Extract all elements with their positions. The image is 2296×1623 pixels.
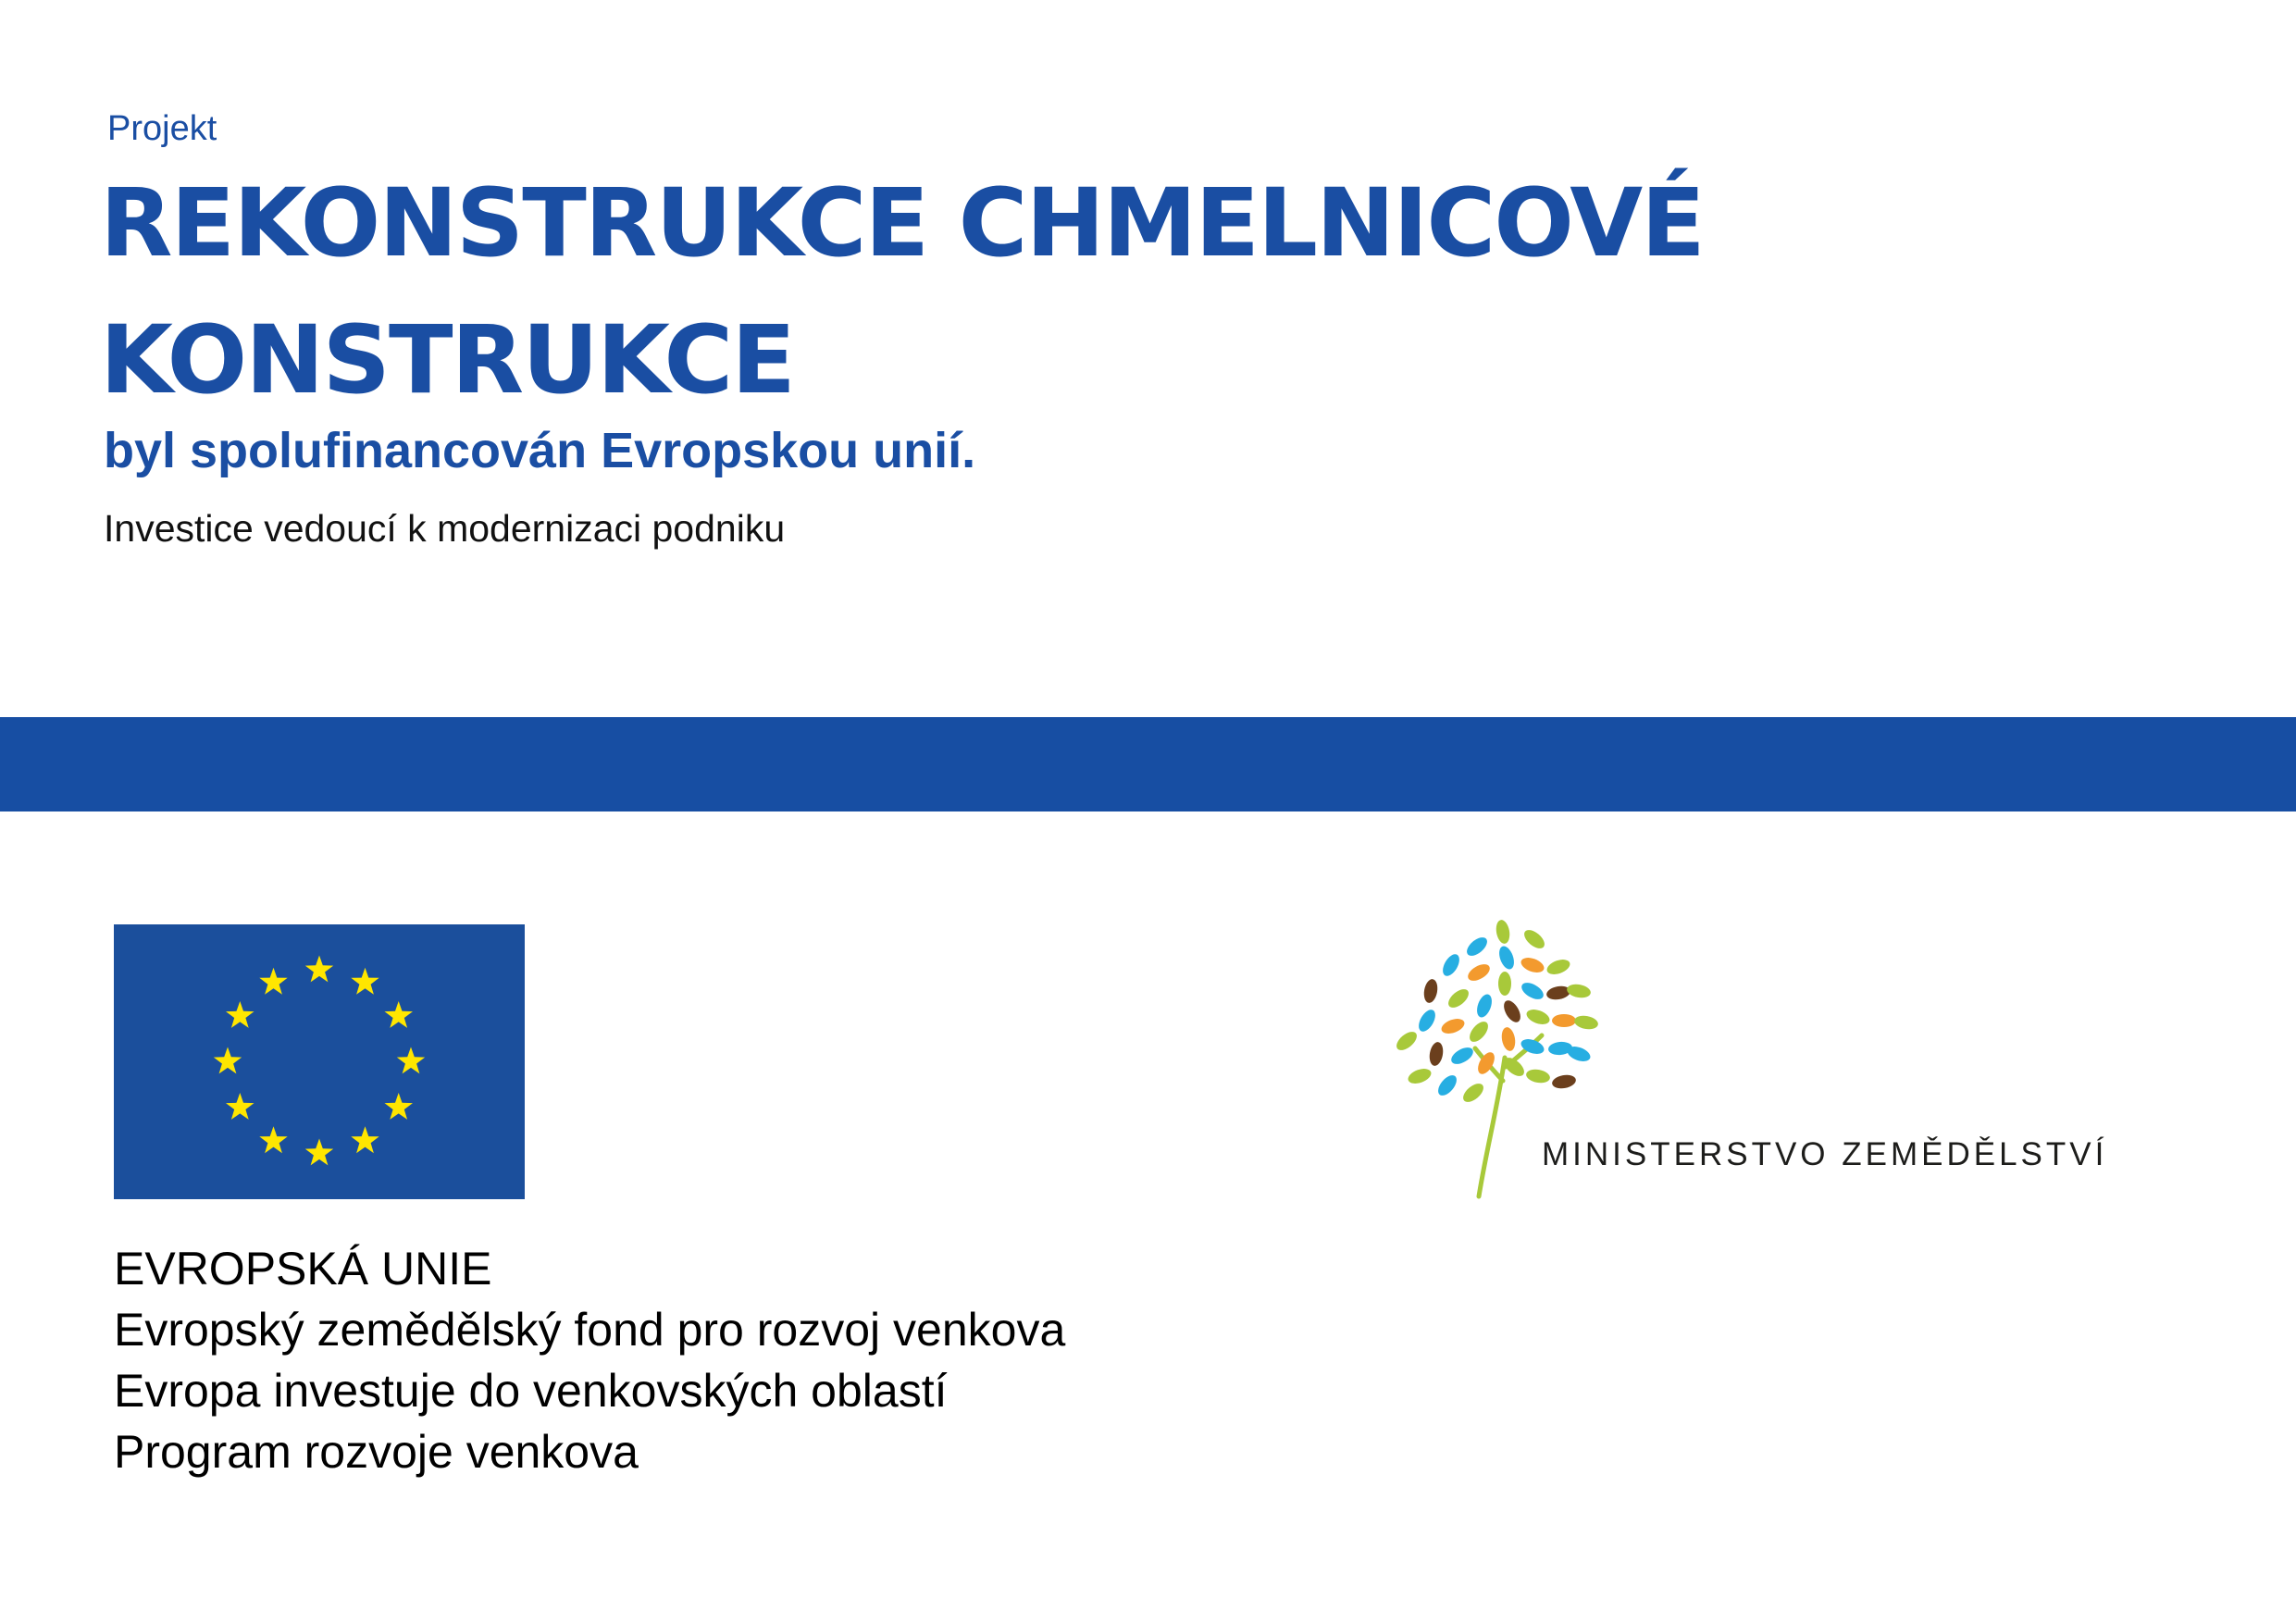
- project-header: [0, 0, 2296, 712]
- leaf-icon: [1500, 997, 1523, 1025]
- project-description: Investice vedoucí k modernizaci podniku: [104, 507, 786, 550]
- leaf-icon: [1545, 985, 1571, 1001]
- project-title-line2: KONSTRUKCE: [100, 305, 794, 415]
- leaf-icon: [1474, 992, 1495, 1019]
- leaf-icon: [1552, 1014, 1576, 1027]
- eu-name: EVROPSKÁ UNIE: [114, 1243, 492, 1295]
- ministry-name: MINISTERSTVO ZEMĚDĚLSTVÍ: [1542, 1136, 2108, 1172]
- leaf-icon: [1439, 1016, 1466, 1036]
- leaf-icon: [1551, 1073, 1577, 1090]
- leaf-icon: [1500, 1026, 1517, 1052]
- leaf-icon: [1524, 1007, 1551, 1027]
- project-title: [100, 155, 1858, 429]
- eu-fund-name: Evropský zemědělský fond pro rozvoj venkova: [114, 1304, 1066, 1356]
- leaf-icon: [1394, 1028, 1420, 1053]
- leaf-icon: [1519, 955, 1545, 975]
- project-label: Projekt: [107, 109, 217, 148]
- project-title-line1: REKONSTRUKCE CHMELNICOVÉ: [100, 168, 1704, 279]
- leaf-icon: [1566, 983, 1592, 999]
- leaf-icon: [1448, 1044, 1476, 1067]
- leaf-icon: [1495, 919, 1511, 945]
- eu-slogan: Evropa investuje do venkovských oblastí: [114, 1365, 948, 1417]
- eu-funding-text: [114, 1238, 1065, 1482]
- leaf-icon: [1434, 1072, 1459, 1099]
- leaf-icon: [1498, 972, 1511, 996]
- leaf-icon: [1428, 1041, 1445, 1067]
- leaf-icon: [1525, 1068, 1551, 1084]
- leaf-icon: [1406, 1066, 1433, 1086]
- leaf-icon: [1465, 960, 1493, 984]
- leaf-icon: [1545, 957, 1571, 977]
- leaf-icon: [1415, 1007, 1438, 1035]
- leaf-icon: [1521, 926, 1548, 951]
- eu-flag-icon: [114, 924, 525, 1199]
- leaf-icon: [1422, 978, 1439, 1004]
- leaf-icon: [1464, 934, 1491, 959]
- leaf-icon: [1460, 1080, 1487, 1105]
- leaf-icon: [1573, 1014, 1599, 1031]
- blue-divider-band: [0, 717, 2296, 812]
- leaf-icon: [1446, 985, 1472, 1010]
- cofinancing-statement: byl spolufinancován Evropskou unií.: [104, 423, 976, 478]
- leaf-icon: [1466, 1019, 1491, 1046]
- leaf-icon: [1519, 979, 1546, 1002]
- leaf-icon: [1496, 944, 1517, 971]
- leaf-icon: [1439, 951, 1462, 979]
- eu-program-name: Program rozvoje venkova: [114, 1426, 639, 1478]
